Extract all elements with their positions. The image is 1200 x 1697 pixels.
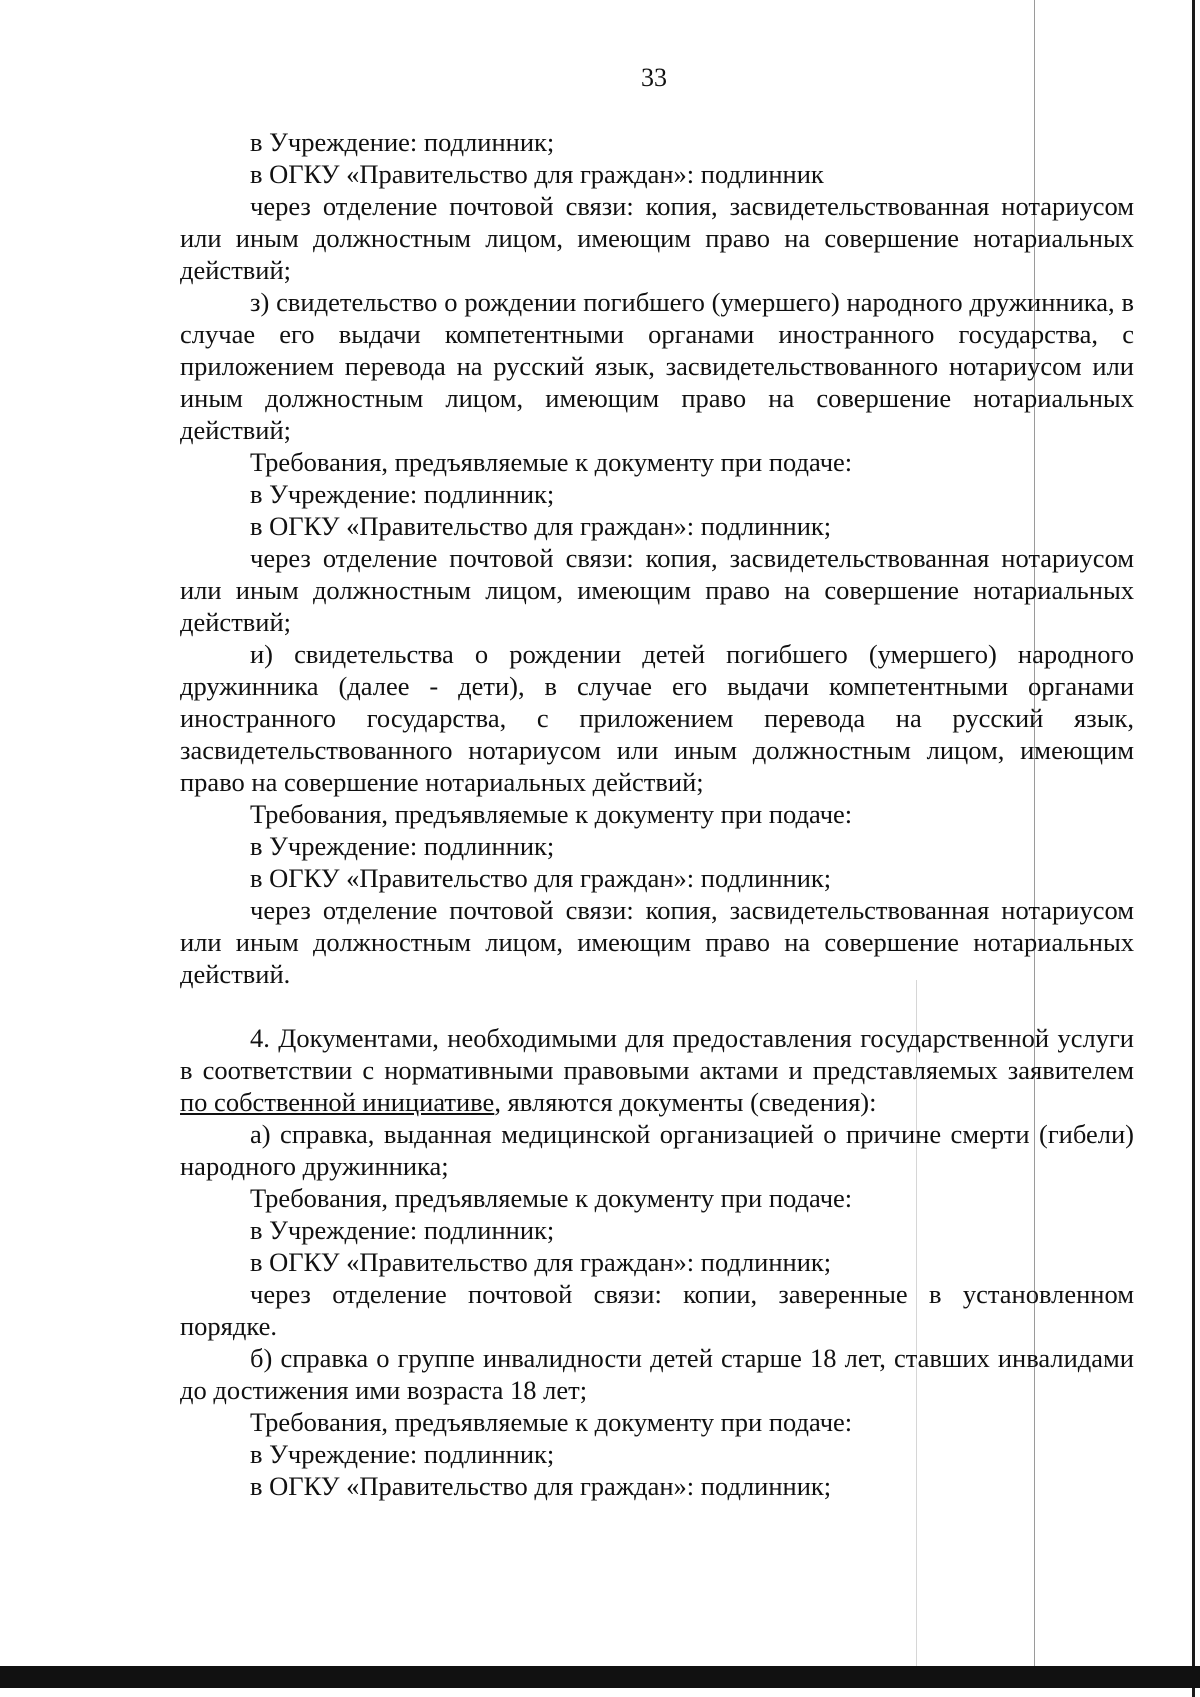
paragraph: в ОГКУ «Правительство для граждан»: подлинник;: [250, 1471, 832, 1501]
section-4-text: , являются документы (сведения):: [494, 1087, 877, 1117]
paragraph: з) свидетельство о рождении погибшего (умершего) народного дружинника, в случае его выдачи компетентными органами иностранного государства, с приложением перевода на русский язык, засвидетельствованного нотариусом или иным должностным лицом, имеющим право на совершение нотариальных действий;: [180, 287, 1134, 445]
paragraph: в ОГКУ «Правительство для граждан»: подлинник: [250, 159, 824, 189]
section-4-paragraph: [180, 1022, 1134, 1118]
paragraph: б) справка о группе инвалидности детей старше 18 лет, ставших инвалидами до достижения ими возраста 18 лет;: [180, 1343, 1134, 1405]
paragraph: а) справка, выданная медицинской организацией о причине смерти (гибели) народного дружинника;: [180, 1119, 1134, 1181]
paragraph: через отделение почтовой связи: копия, засвидетельствованная нотариусом или иным должностным лицом, имеющим право на совершение нотариальных действий;: [180, 191, 1134, 285]
paragraph: Требования, предъявляемые к документу при подаче:: [250, 1407, 853, 1437]
paragraph: Требования, предъявляемые к документу при подаче:: [250, 799, 853, 829]
paragraph: в Учреждение: подлинник;: [250, 1439, 555, 1469]
section-4-text: 4. Документами, необходимыми для предоставления государственной услуги в соответствии с нормативными правовыми актами и представляемых заявителем: [180, 1023, 1134, 1085]
paragraph: в ОГКУ «Правительство для граждан»: подлинник;: [250, 511, 832, 541]
paragraph: в Учреждение: подлинник;: [250, 1215, 555, 1245]
document-body: [180, 126, 1134, 1502]
paragraph: в ОГКУ «Правительство для граждан»: подлинник;: [250, 1247, 832, 1277]
scan-edge-right: [1192, 0, 1195, 1697]
paragraph: через отделение почтовой связи: копия, засвидетельствованная нотариусом или иным должностным лицом, имеющим право на совершение нотариальных действий;: [180, 543, 1134, 637]
page-number: 33: [641, 63, 667, 92]
paragraph: в Учреждение: подлинник;: [250, 831, 555, 861]
paragraph: Требования, предъявляемые к документу при подаче:: [250, 1183, 853, 1213]
paragraph: и) свидетельства о рождении детей погибшего (умершего) народного дружинника (далее - дети), в случае его выдачи компетентными органами иностранного государства, с приложением перевода на русский язык, засвидетельствованного нотариусом или иным должностным лицом, имеющим право на совершение нотариальных действий;: [180, 639, 1134, 797]
paragraph: через отделение почтовой связи: копии, заверенные в установленном порядке.: [180, 1279, 1134, 1341]
paragraph: Требования, предъявляемые к документу при подаче:: [250, 447, 853, 477]
paragraph: в ОГКУ «Правительство для граждан»: подлинник;: [250, 863, 832, 893]
scan-edge-bottom: [0, 1666, 1200, 1688]
paragraph: через отделение почтовой связи: копия, засвидетельствованная нотариусом или иным должностным лицом, имеющим право на совершение нотариальных действий.: [180, 895, 1134, 989]
paragraph: в Учреждение: подлинник;: [250, 479, 555, 509]
underlined-phrase: по собственной инициативе: [180, 1087, 495, 1117]
paragraph: в Учреждение: подлинник;: [250, 127, 555, 157]
